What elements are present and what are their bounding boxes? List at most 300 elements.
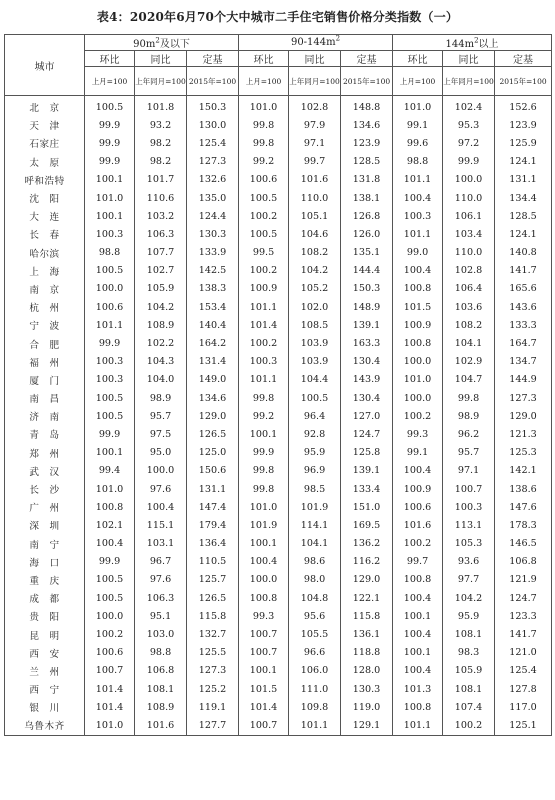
index-value: 100.8 (393, 334, 443, 352)
index-value: 101.1 (289, 716, 341, 735)
table-row (5, 644, 552, 662)
table-row (5, 96, 552, 117)
index-value: 142.5 (187, 262, 239, 280)
city-name: 沈 阳 (5, 189, 85, 207)
table-row (5, 207, 552, 225)
index-value: 136.4 (187, 535, 239, 553)
index-value: 100.2 (239, 334, 289, 352)
index-value: 100.1 (85, 207, 135, 225)
index-value: 123.9 (341, 134, 393, 152)
index-value: 97.9 (289, 116, 341, 134)
index-value: 102.1 (85, 516, 135, 534)
index-value: 126.5 (187, 425, 239, 443)
index-value: 101.9 (239, 516, 289, 534)
city-name: 呼和浩特 (5, 171, 85, 189)
index-value: 108.1 (443, 625, 495, 643)
index-value: 100.2 (239, 207, 289, 225)
index-value: 117.0 (495, 698, 552, 716)
col-header-mom: 环比 (239, 51, 289, 67)
index-value: 101.0 (239, 96, 289, 117)
city-name: 南 京 (5, 280, 85, 298)
city-name: 贵 阳 (5, 607, 85, 625)
index-value: 95.3 (443, 116, 495, 134)
index-value: 130.0 (187, 116, 239, 134)
index-value: 95.9 (289, 444, 341, 462)
base-label: 上月=100 (239, 67, 289, 96)
index-value: 98.9 (135, 389, 187, 407)
index-value: 106.3 (135, 589, 187, 607)
index-value: 121.3 (495, 425, 552, 443)
index-value: 96.9 (289, 462, 341, 480)
index-value: 97.1 (443, 462, 495, 480)
index-value: 131.8 (341, 171, 393, 189)
index-value: 102.8 (443, 262, 495, 280)
index-value: 99.9 (85, 334, 135, 352)
index-value: 100.8 (85, 498, 135, 516)
index-value: 100.3 (393, 207, 443, 225)
index-value: 99.9 (85, 553, 135, 571)
city-name: 长 沙 (5, 480, 85, 498)
city-name: 海 口 (5, 553, 85, 571)
index-value: 123.9 (495, 116, 552, 134)
city-name: 西 宁 (5, 680, 85, 698)
index-value: 99.9 (239, 444, 289, 462)
city-name: 厦 门 (5, 371, 85, 389)
table-row (5, 353, 552, 371)
index-value: 104.1 (443, 334, 495, 352)
city-column-header: 城市 (5, 35, 85, 96)
index-value: 98.8 (85, 244, 135, 262)
table-row (5, 425, 552, 443)
index-value: 100.5 (239, 189, 289, 207)
index-value: 95.7 (135, 407, 187, 425)
city-name: 上 海 (5, 262, 85, 280)
city-name: 深 圳 (5, 516, 85, 534)
index-value: 99.8 (239, 389, 289, 407)
index-value: 125.1 (495, 716, 552, 735)
index-value: 128.5 (495, 207, 552, 225)
table-row (5, 480, 552, 498)
index-value: 101.0 (393, 371, 443, 389)
index-value: 100.1 (85, 171, 135, 189)
table-body (5, 96, 552, 736)
index-value: 106.1 (443, 207, 495, 225)
index-value: 99.8 (239, 116, 289, 134)
city-name: 长 春 (5, 225, 85, 243)
index-value: 98.8 (393, 153, 443, 171)
index-value: 130.4 (341, 353, 393, 371)
index-value: 100.5 (85, 571, 135, 589)
index-value: 100.4 (393, 189, 443, 207)
index-value: 100.5 (85, 389, 135, 407)
city-name: 天 津 (5, 116, 85, 134)
table-row (5, 153, 552, 171)
index-value: 100.3 (85, 225, 135, 243)
index-value: 97.6 (135, 571, 187, 589)
table-row (5, 553, 552, 571)
city-name: 银 川 (5, 698, 85, 716)
index-value: 98.2 (135, 153, 187, 171)
price-index-table (4, 34, 552, 736)
table-row (5, 680, 552, 698)
index-value: 122.1 (341, 589, 393, 607)
index-value: 98.0 (289, 571, 341, 589)
city-name: 大 连 (5, 207, 85, 225)
index-value: 100.7 (239, 625, 289, 643)
index-value: 100.8 (393, 280, 443, 298)
index-value: 128.5 (341, 153, 393, 171)
index-value: 127.3 (187, 153, 239, 171)
table-row (5, 134, 552, 152)
index-value: 99.8 (239, 480, 289, 498)
index-value: 124.7 (341, 425, 393, 443)
index-value: 141.7 (495, 625, 552, 643)
col-header-yoy: 同比 (289, 51, 341, 67)
index-value: 101.1 (239, 298, 289, 316)
table-row (5, 334, 552, 352)
index-value: 165.6 (495, 280, 552, 298)
index-value: 105.3 (443, 535, 495, 553)
index-value: 135.1 (341, 244, 393, 262)
index-value: 99.4 (85, 462, 135, 480)
index-value: 100.3 (85, 353, 135, 371)
index-value: 150.3 (187, 96, 239, 117)
city-name: 北 京 (5, 96, 85, 117)
index-value: 95.7 (443, 444, 495, 462)
index-value: 100.4 (393, 662, 443, 680)
index-value: 97.5 (135, 425, 187, 443)
index-value: 103.1 (135, 535, 187, 553)
base-label: 上年同月=100 (135, 67, 187, 96)
table-row (5, 716, 552, 735)
city-name: 郑 州 (5, 444, 85, 462)
index-value: 100.6 (239, 171, 289, 189)
index-value: 126.0 (341, 225, 393, 243)
index-value: 130.4 (341, 389, 393, 407)
index-value: 163.3 (341, 334, 393, 352)
index-value: 114.1 (289, 516, 341, 534)
index-value: 99.2 (239, 407, 289, 425)
index-value: 100.4 (135, 498, 187, 516)
index-value: 102.2 (135, 334, 187, 352)
index-value: 101.1 (393, 225, 443, 243)
city-name: 西 安 (5, 644, 85, 662)
index-value: 99.6 (393, 134, 443, 152)
table-row (5, 316, 552, 334)
index-value: 143.6 (495, 298, 552, 316)
index-value: 100.4 (393, 625, 443, 643)
base-label: 2015年=100 (187, 67, 239, 96)
index-value: 100.5 (85, 407, 135, 425)
index-value: 100.4 (239, 553, 289, 571)
index-value: 99.3 (393, 425, 443, 443)
index-value: 104.8 (289, 589, 341, 607)
index-value: 125.4 (495, 662, 552, 680)
index-value: 100.7 (239, 716, 289, 735)
index-value: 99.8 (239, 462, 289, 480)
index-value: 127.0 (341, 407, 393, 425)
table-row (5, 262, 552, 280)
base-label: 上月=100 (85, 67, 135, 96)
index-value: 101.4 (239, 316, 289, 334)
index-value: 108.1 (443, 680, 495, 698)
index-value: 100.4 (393, 589, 443, 607)
index-value: 99.7 (393, 553, 443, 571)
index-value: 100.3 (239, 353, 289, 371)
index-value: 96.7 (135, 553, 187, 571)
index-value: 105.1 (289, 207, 341, 225)
index-value: 99.8 (239, 134, 289, 152)
table-row (5, 625, 552, 643)
index-value: 142.1 (495, 462, 552, 480)
index-value: 101.9 (289, 498, 341, 516)
index-value: 134.6 (341, 116, 393, 134)
index-value: 100.9 (239, 280, 289, 298)
index-value: 97.2 (443, 134, 495, 152)
col-header-fixed-base: 定基 (187, 51, 239, 67)
index-value: 101.4 (85, 680, 135, 698)
table-row (5, 516, 552, 534)
index-value: 178.3 (495, 516, 552, 534)
index-value: 102.0 (289, 298, 341, 316)
index-value: 101.6 (393, 516, 443, 534)
index-value: 100.6 (85, 298, 135, 316)
index-value: 99.8 (443, 389, 495, 407)
index-value: 179.4 (187, 516, 239, 534)
index-value: 138.6 (495, 480, 552, 498)
index-value: 125.3 (495, 444, 552, 462)
index-value: 101.3 (393, 680, 443, 698)
index-value: 104.6 (289, 225, 341, 243)
index-value: 140.8 (495, 244, 552, 262)
index-value: 104.2 (289, 262, 341, 280)
index-value: 104.0 (135, 371, 187, 389)
index-value: 101.0 (239, 498, 289, 516)
index-value: 125.2 (187, 680, 239, 698)
table-row (5, 662, 552, 680)
table-title: 表4：2020年6月70个大中城市二手住宅销售价格分类指数（一） (96, 10, 459, 24)
index-value: 131.1 (495, 171, 552, 189)
index-value: 108.1 (135, 680, 187, 698)
city-name: 哈尔滨 (5, 244, 85, 262)
index-value: 100.9 (393, 480, 443, 498)
index-value: 133.4 (341, 480, 393, 498)
index-value: 100.5 (85, 589, 135, 607)
city-name: 福 州 (5, 353, 85, 371)
index-value: 125.0 (187, 444, 239, 462)
col-header-yoy: 同比 (443, 51, 495, 67)
index-value: 93.2 (135, 116, 187, 134)
index-value: 100.8 (393, 571, 443, 589)
index-value: 125.4 (187, 134, 239, 152)
index-value: 97.1 (289, 134, 341, 152)
index-value: 100.4 (393, 462, 443, 480)
index-value: 103.9 (289, 353, 341, 371)
city-name: 昆 明 (5, 625, 85, 643)
index-value: 147.6 (495, 498, 552, 516)
col-header-fixed-base: 定基 (495, 51, 552, 67)
index-value: 99.9 (85, 153, 135, 171)
index-value: 146.5 (495, 535, 552, 553)
index-value: 127.3 (187, 662, 239, 680)
index-value: 104.2 (135, 298, 187, 316)
index-value: 119.1 (187, 698, 239, 716)
index-value: 98.2 (135, 134, 187, 152)
index-value: 129.0 (187, 407, 239, 425)
index-value: 129.0 (341, 571, 393, 589)
index-value: 141.7 (495, 262, 552, 280)
index-value: 102.9 (443, 353, 495, 371)
city-name: 太 原 (5, 153, 85, 171)
index-value: 100.4 (85, 535, 135, 553)
index-value: 99.9 (85, 134, 135, 152)
index-value: 111.0 (289, 680, 341, 698)
table-row (5, 462, 552, 480)
index-value: 103.4 (443, 225, 495, 243)
index-value: 132.6 (187, 171, 239, 189)
col-header-mom: 环比 (85, 51, 135, 67)
index-value: 119.0 (341, 698, 393, 716)
index-value: 98.9 (443, 407, 495, 425)
index-value: 106.3 (135, 225, 187, 243)
index-value: 115.8 (187, 607, 239, 625)
index-value: 99.2 (239, 153, 289, 171)
index-value: 101.4 (85, 698, 135, 716)
index-value: 125.9 (495, 134, 552, 152)
index-value: 104.7 (443, 371, 495, 389)
index-value: 113.1 (443, 516, 495, 534)
city-name: 杭 州 (5, 298, 85, 316)
index-value: 100.0 (393, 389, 443, 407)
index-value: 100.0 (443, 171, 495, 189)
table-row (5, 244, 552, 262)
city-name: 武 汉 (5, 462, 85, 480)
index-value: 105.5 (289, 625, 341, 643)
index-value: 100.4 (393, 262, 443, 280)
index-value: 110.0 (443, 189, 495, 207)
index-value: 150.6 (187, 462, 239, 480)
index-value: 103.6 (443, 298, 495, 316)
index-value: 106.0 (289, 662, 341, 680)
table-row (5, 444, 552, 462)
index-value: 110.5 (187, 553, 239, 571)
index-value: 100.0 (393, 353, 443, 371)
index-value: 92.8 (289, 425, 341, 443)
city-name: 合 肥 (5, 334, 85, 352)
city-name: 重 庆 (5, 571, 85, 589)
city-name: 济 南 (5, 407, 85, 425)
index-value: 124.1 (495, 153, 552, 171)
table-row (5, 298, 552, 316)
index-value: 107.4 (443, 698, 495, 716)
index-value: 108.9 (135, 698, 187, 716)
index-value: 149.0 (187, 371, 239, 389)
index-value: 101.0 (393, 96, 443, 117)
index-value: 100.7 (239, 644, 289, 662)
index-value: 121.9 (495, 571, 552, 589)
index-value: 138.1 (341, 189, 393, 207)
index-value: 127.7 (187, 716, 239, 735)
index-value: 144.4 (341, 262, 393, 280)
index-value: 97.7 (443, 571, 495, 589)
index-value: 100.2 (393, 535, 443, 553)
index-value: 101.1 (85, 316, 135, 334)
index-value: 139.1 (341, 462, 393, 480)
table-row (5, 280, 552, 298)
col-header-mom: 环比 (393, 51, 443, 67)
base-label: 上年同月=100 (443, 67, 495, 96)
index-value: 101.0 (85, 716, 135, 735)
index-value: 125.8 (341, 444, 393, 462)
index-value: 97.6 (135, 480, 187, 498)
index-value: 99.3 (239, 607, 289, 625)
index-value: 108.9 (135, 316, 187, 334)
index-value: 100.1 (85, 444, 135, 462)
index-value: 143.9 (341, 371, 393, 389)
index-value: 99.1 (393, 116, 443, 134)
index-value: 100.3 (443, 498, 495, 516)
index-value: 100.0 (85, 607, 135, 625)
index-value: 100.2 (85, 625, 135, 643)
table-row (5, 189, 552, 207)
index-value: 135.0 (187, 189, 239, 207)
index-value: 99.7 (289, 153, 341, 171)
table-row (5, 498, 552, 516)
index-value: 100.1 (239, 425, 289, 443)
index-value: 105.2 (289, 280, 341, 298)
col-header-fixed-base: 定基 (341, 51, 393, 67)
index-value: 100.1 (393, 644, 443, 662)
index-value: 100.3 (85, 371, 135, 389)
index-value: 104.2 (443, 589, 495, 607)
index-value: 100.5 (289, 389, 341, 407)
index-value: 110.0 (443, 244, 495, 262)
index-value: 100.0 (135, 462, 187, 480)
city-name: 成 都 (5, 589, 85, 607)
index-value: 107.7 (135, 244, 187, 262)
table-row (5, 116, 552, 134)
index-value: 101.7 (135, 171, 187, 189)
city-name: 广 州 (5, 498, 85, 516)
index-value: 126.8 (341, 207, 393, 225)
index-value: 152.6 (495, 96, 552, 117)
index-value: 100.2 (393, 407, 443, 425)
index-value: 151.0 (341, 498, 393, 516)
index-value: 105.9 (443, 662, 495, 680)
index-value: 104.4 (289, 371, 341, 389)
index-value: 164.7 (495, 334, 552, 352)
index-value: 98.3 (443, 644, 495, 662)
index-value: 128.0 (341, 662, 393, 680)
index-value: 125.5 (187, 644, 239, 662)
index-value: 150.3 (341, 280, 393, 298)
index-value: 136.1 (341, 625, 393, 643)
index-value: 100.0 (85, 280, 135, 298)
city-name: 兰 州 (5, 662, 85, 680)
index-value: 101.1 (393, 716, 443, 735)
index-value: 104.3 (135, 353, 187, 371)
index-value: 108.5 (289, 316, 341, 334)
index-value: 100.1 (239, 535, 289, 553)
index-value: 100.9 (393, 316, 443, 334)
index-value: 131.4 (187, 353, 239, 371)
index-value: 115.1 (135, 516, 187, 534)
index-value: 138.3 (187, 280, 239, 298)
index-value: 133.9 (187, 244, 239, 262)
index-value: 100.2 (239, 262, 289, 280)
index-value: 102.4 (443, 96, 495, 117)
index-value: 148.9 (341, 298, 393, 316)
